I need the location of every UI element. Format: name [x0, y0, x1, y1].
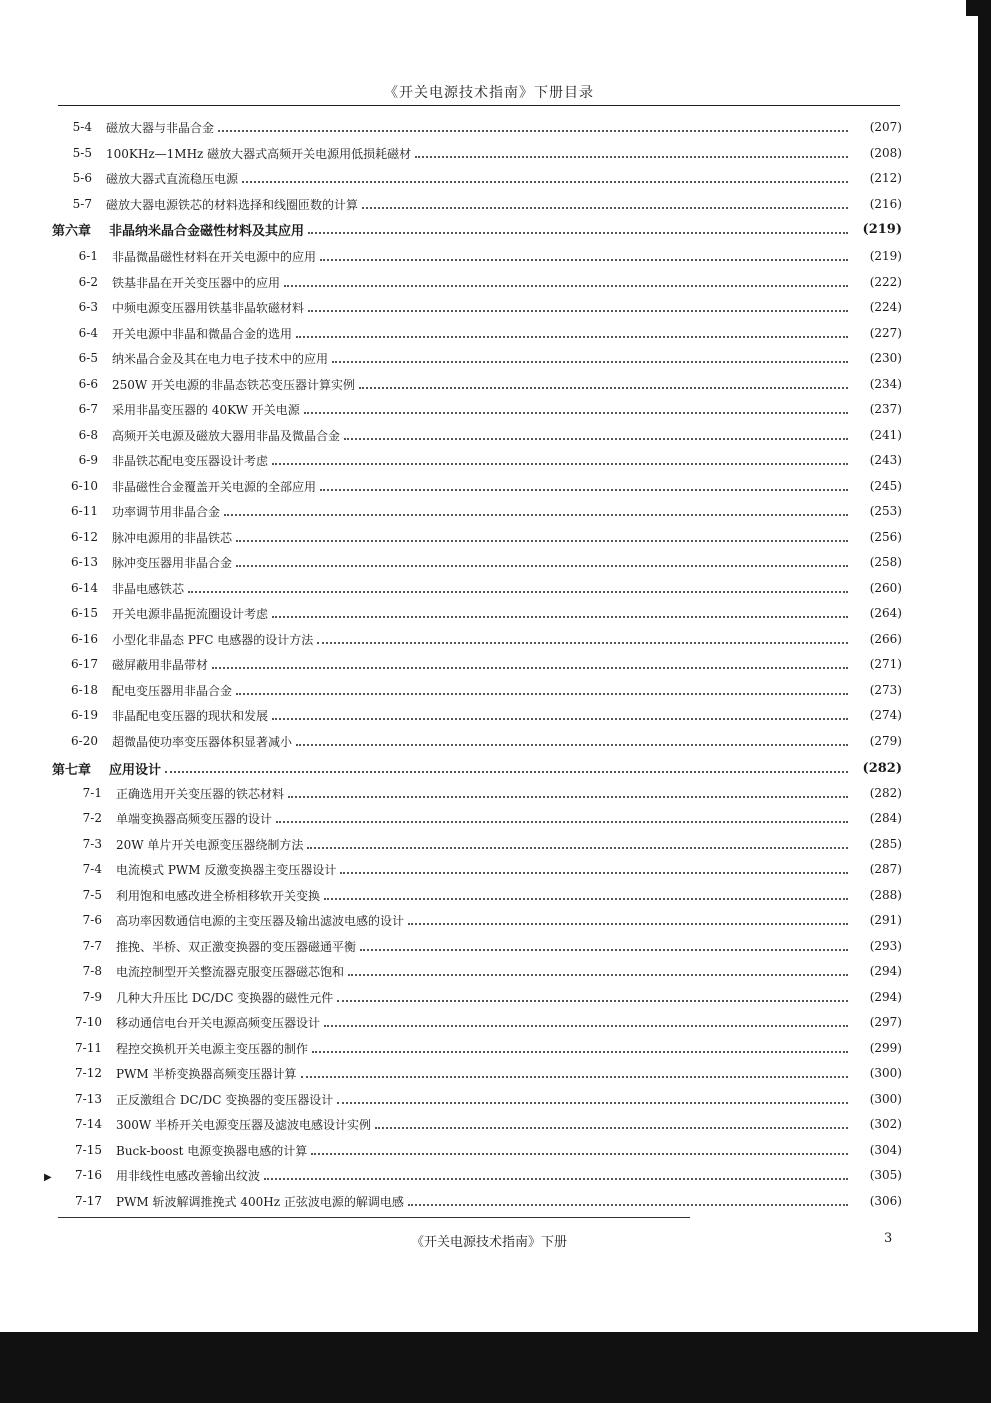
toc-section-title: 推挽、半桥、双正激变换器的变压器磁通平衡: [116, 939, 357, 954]
toc-section-number: 6-4: [78, 326, 98, 340]
toc-leader-dots: [218, 129, 848, 132]
toc-row: [52, 908, 902, 932]
toc-row: [52, 346, 902, 370]
toc-leader-dots: [272, 717, 848, 720]
toc-section-number: 7-9: [82, 990, 102, 1004]
toc-section-title: 铁基非晶在开关变压器中的应用: [112, 275, 281, 290]
toc-row: [52, 166, 902, 190]
toc-section-title: 磁屏蔽用非晶带材: [112, 657, 209, 672]
toc-row: [52, 1036, 902, 1060]
toc-section-title: 超微晶使功率变压器体积显著减小: [112, 734, 293, 749]
toc-page-number: (227): [869, 326, 902, 340]
toc-page-number: (241): [869, 428, 902, 442]
toc-row: [52, 1138, 902, 1162]
toc-section-number: 7-17: [75, 1194, 102, 1208]
toc-leader-dots: [360, 948, 848, 951]
toc-row: [52, 934, 902, 958]
toc-page-number: (264): [869, 606, 902, 620]
toc-section-number: 6-8: [78, 428, 98, 442]
toc-section-number: 6-5: [78, 351, 98, 365]
toc-row: [52, 1163, 902, 1187]
toc-page-number: (273): [869, 683, 902, 697]
toc-row: [52, 397, 902, 421]
toc-page-number: (224): [869, 300, 902, 314]
toc-section-title: 正确选用开关变压器的铁芯材料: [116, 786, 285, 801]
toc-leader-dots: [307, 846, 848, 849]
toc-section-number: 6-17: [71, 657, 98, 671]
toc-section-title: 小型化非晶态 PFC 电感器的设计方法: [112, 632, 314, 647]
toc-page-number: (237): [869, 402, 902, 416]
toc-leader-dots: [296, 335, 848, 338]
toc-row: [52, 1112, 902, 1136]
toc-row: [52, 448, 902, 472]
toc-page-number: (302): [869, 1117, 902, 1131]
toc-section-title: 300W 半桥开关电源变压器及滤波电感设计实例: [116, 1117, 372, 1132]
toc-section-number: 6-16: [71, 632, 98, 646]
toc-section-title: 电流控制型开关整流器克服变压器磁芯饱和: [116, 964, 345, 979]
toc-row: [52, 192, 902, 216]
toc-page-number: (294): [869, 964, 902, 978]
toc-leader-dots: [340, 871, 848, 874]
toc-section-number: 7-1: [82, 786, 102, 800]
toc-page-number: (304): [869, 1143, 902, 1157]
toc-section-title: 脉冲变压器用非晶合金: [112, 555, 233, 570]
toc-section-title: 高频开关电源及磁放大器用非晶及微晶合金: [112, 428, 341, 443]
toc-section-title: PWM 斩波解调推挽式 400Hz 正弦波电源的解调电感: [116, 1194, 404, 1209]
toc-section-title: 用非线性电感改善输出纹波: [116, 1168, 261, 1183]
toc-leader-dots: [236, 564, 848, 567]
toc-section-title: 正反激组合 DC/DC 变换器的变压器设计: [116, 1092, 334, 1107]
toc-section-number: 5-5: [72, 146, 92, 160]
toc-section-number: 6-6: [78, 377, 98, 391]
toc-section-title: 250W 开关电源的非晶态铁芯变压器计算实例: [112, 377, 356, 392]
toc-row: [52, 601, 902, 625]
toc-page-number: (230): [869, 351, 902, 365]
toc-section-title: 利用饱和电感改进全桥相移软开关变换: [116, 888, 321, 903]
toc-section-number: 第七章: [52, 762, 92, 778]
toc-leader-dots: [301, 1075, 848, 1078]
header-title: 《开关电源技术指南》下册目录: [384, 85, 594, 101]
toc-section-number: 6-20: [71, 734, 98, 748]
toc-section-number: 6-1: [78, 249, 98, 263]
toc-row: [52, 244, 902, 268]
toc-leader-dots: [304, 411, 848, 414]
toc-section-number: 7-14: [75, 1117, 102, 1131]
toc-section-title: 非晶磁性合金覆盖开关电源的全部应用: [112, 479, 317, 494]
toc-section-number: 7-13: [75, 1092, 102, 1106]
toc-section-title: 高功率因数通信电源的主变压器及输出滤波电感的设计: [116, 913, 405, 928]
toc-row: [52, 576, 902, 600]
toc-page-number: (291): [869, 913, 902, 927]
toc-page-number: (300): [869, 1092, 902, 1106]
toc-row: [52, 295, 902, 319]
toc-section-title: 应用设计: [109, 762, 162, 778]
toc-row: [52, 525, 902, 549]
toc-row: [52, 883, 902, 907]
toc-page-number: (297): [869, 1015, 902, 1029]
toc-row: [52, 959, 902, 983]
toc-page-number: (300): [869, 1066, 902, 1080]
toc-row: [52, 729, 902, 753]
toc-row: [52, 423, 902, 447]
toc-leader-dots: [272, 462, 848, 465]
toc-page-number: (279): [869, 734, 902, 748]
toc-leader-dots: [276, 820, 848, 823]
toc-row: [52, 985, 902, 1009]
toc-leader-dots: [236, 692, 848, 695]
toc-page-number: (212): [869, 171, 902, 185]
toc-leader-dots: [212, 666, 848, 669]
toc-leader-dots: [415, 155, 848, 158]
toc-row: [52, 832, 902, 856]
toc-leader-dots: [188, 590, 848, 593]
toc-section-number: 7-4: [82, 862, 102, 876]
toc-row: [52, 1061, 902, 1085]
toc-section-title: 程控交换机开关电源主变压器的制作: [116, 1041, 309, 1056]
toc-section-title: 非晶纳米晶合金磁性材料及其应用: [109, 223, 305, 239]
toc-page-number: (219): [869, 249, 902, 263]
toc-leader-dots: [317, 641, 848, 644]
toc-row: [52, 141, 902, 165]
toc-section-title: 非晶电感铁芯: [112, 581, 185, 596]
toc-leader-dots: [324, 897, 848, 900]
toc-section-number: 5-6: [72, 171, 92, 185]
toc-section-title: 脉冲电源用的非晶铁芯: [112, 530, 233, 545]
toc-page-number: (207): [869, 120, 902, 134]
toc-page-number: (306): [869, 1194, 902, 1208]
toc-section-number: 第六章: [52, 223, 92, 239]
toc-leader-dots: [337, 999, 848, 1002]
toc-section-number: 6-12: [71, 530, 98, 544]
toc-leader-dots: [311, 1152, 848, 1155]
toc-section-title: 20W 单片开关电源变压器绕制方法: [116, 837, 304, 852]
toc-section-number: 5-7: [72, 197, 92, 211]
toc-leader-dots: [312, 1050, 848, 1053]
toc-page-number: (243): [869, 453, 902, 467]
toc-row: [52, 806, 902, 830]
toc-row: [52, 372, 902, 396]
toc-leader-dots: [308, 309, 848, 312]
toc-row: [52, 270, 902, 294]
toc-leader-dots: [224, 513, 848, 516]
toc-leader-dots: [264, 1177, 848, 1180]
toc-section-title: PWM 半桥变换器高频变压器计算: [116, 1066, 297, 1081]
toc-section-title: 移动通信电台开关电源高频变压器设计: [116, 1015, 321, 1030]
toc-row: [52, 857, 902, 881]
header-rule: [58, 105, 900, 106]
toc-row: [52, 1189, 902, 1213]
toc-row: [52, 678, 902, 702]
toc-row: [52, 499, 902, 523]
toc-chapter-row: [52, 756, 902, 780]
toc-leader-dots: [296, 743, 848, 746]
toc-section-number: 7-10: [75, 1015, 102, 1029]
toc-page-number: (245): [869, 479, 902, 493]
toc-section-title: 单端变换器高频变压器的设计: [116, 811, 273, 826]
toc-page-number: (234): [869, 377, 902, 391]
toc-leader-dots: [165, 770, 848, 773]
toc-page-number: (287): [869, 862, 902, 876]
toc-section-number: 6-13: [71, 555, 98, 569]
toc-section-number: 6-10: [71, 479, 98, 493]
toc-page-number: (216): [869, 197, 902, 211]
toc-page-number: (282): [862, 760, 902, 776]
toc-section-title: Buck-boost 电源变换器电感的计算: [116, 1143, 308, 1158]
toc-page-number: (256): [869, 530, 902, 544]
toc-page-number: (294): [869, 990, 902, 1004]
margin-arrow-mark: ▶: [44, 1172, 52, 1183]
toc-leader-dots: [344, 437, 848, 440]
toc-section-title: 纳米晶合金及其在电力电子技术中的应用: [112, 351, 329, 366]
toc-page-number: (219): [862, 221, 902, 237]
page-number: 3: [884, 1231, 893, 1246]
toc-page-number: (271): [869, 657, 902, 671]
toc-page-number: (288): [869, 888, 902, 902]
toc-section-number: 7-2: [82, 811, 102, 825]
toc-section-title: 开关电源非晶扼流圈设计考虑: [112, 606, 269, 621]
toc-row: [52, 474, 902, 498]
toc-section-number: 6-7: [78, 402, 98, 416]
toc-section-title: 非晶铁芯配电变压器设计考虑: [112, 453, 269, 468]
toc-page-number: (305): [869, 1168, 902, 1182]
toc-section-number: 7-5: [82, 888, 102, 902]
toc-section-number: 6-19: [71, 708, 98, 722]
toc-section-title: 配电变压器用非晶合金: [112, 683, 233, 698]
toc-row: [52, 703, 902, 727]
toc-page-number: (258): [869, 555, 902, 569]
toc-leader-dots: [308, 231, 848, 234]
toc-section-title: 100KHz—1MHz 磁放大器式高频开关电源用低损耗磁材: [106, 146, 412, 161]
toc-section-number: 6-15: [71, 606, 98, 620]
toc-section-title: 功率调节用非晶合金: [112, 504, 221, 519]
footer-title: 《开关电源技术指南》下册: [410, 1235, 567, 1250]
toc-page-number: (266): [869, 632, 902, 646]
toc-row: [52, 321, 902, 345]
toc-page-number: (208): [869, 146, 902, 160]
toc-leader-dots: [324, 1024, 848, 1027]
toc-leader-dots: [242, 180, 848, 183]
toc-section-title: 磁放大器式直流稳压电源: [106, 171, 239, 186]
toc-leader-dots: [408, 1203, 848, 1206]
toc-page-number: (260): [869, 581, 902, 595]
toc-section-number: 5-4: [72, 120, 92, 134]
toc-leader-dots: [288, 795, 848, 798]
toc-section-title: 开关电源中非晶和微晶合金的选用: [112, 326, 293, 341]
toc-leader-dots: [359, 386, 848, 389]
toc-leader-dots: [408, 922, 848, 925]
toc-section-title: 非晶配电变压器的现状和发展: [112, 708, 269, 723]
toc-row: [52, 652, 902, 676]
toc-page-number: (293): [869, 939, 902, 953]
toc-section-number: 7-12: [75, 1066, 102, 1080]
toc-row: [52, 115, 902, 139]
toc-section-title: 几种大升压比 DC/DC 变换器的磁性元件: [116, 990, 334, 1005]
toc-leader-dots: [320, 488, 848, 491]
toc-leader-dots: [320, 258, 848, 261]
toc-section-number: 7-11: [75, 1041, 102, 1055]
toc-row: [52, 627, 902, 651]
toc-chapter-row: [52, 217, 902, 241]
toc-section-number: 7-15: [75, 1143, 102, 1157]
toc-leader-dots: [348, 973, 848, 976]
toc-row: [52, 550, 902, 574]
toc-page-number: (285): [869, 837, 902, 851]
toc-row: [52, 1087, 902, 1111]
toc-section-number: 6-3: [78, 300, 98, 314]
toc-section-title: 磁放大器电源铁芯的材料选择和线圈匝数的计算: [106, 197, 359, 212]
toc-leader-dots: [332, 360, 848, 363]
toc-section-number: 6-14: [71, 581, 98, 595]
toc-section-number: 6-2: [78, 275, 98, 289]
toc-section-title: 磁放大器与非晶合金: [106, 120, 215, 135]
toc-page-number: (274): [869, 708, 902, 722]
toc-section-number: 7-8: [82, 964, 102, 978]
toc-page-number: (284): [869, 811, 902, 825]
toc-section-number: 6-11: [71, 504, 98, 518]
toc-leader-dots: [272, 615, 848, 618]
toc-section-number: 6-9: [78, 453, 98, 467]
toc-section-title: 采用非晶变压器的 40KW 开关电源: [112, 402, 300, 417]
toc-page-number: (253): [869, 504, 902, 518]
toc-section-number: 7-7: [82, 939, 102, 953]
toc-page-number: (222): [869, 275, 902, 289]
toc-row: [52, 1010, 902, 1034]
toc-row: [52, 781, 902, 805]
toc-section-number: 7-3: [82, 837, 102, 851]
toc-page-number: (282): [869, 786, 902, 800]
scan-corner-mark: [966, 0, 991, 16]
toc-section-number: 6-18: [71, 683, 98, 697]
toc-section-number: 7-6: [82, 913, 102, 927]
footer-rule: [58, 1217, 690, 1218]
toc-section-title: 电流模式 PWM 反激变换器主变压器设计: [116, 862, 337, 877]
toc-leader-dots: [362, 206, 848, 209]
toc-leader-dots: [284, 284, 848, 287]
toc-section-number: 7-16: [75, 1168, 102, 1182]
toc-section-title: 中频电源变压器用铁基非晶软磁材料: [112, 300, 305, 315]
toc-leader-dots: [375, 1126, 848, 1129]
toc-leader-dots: [337, 1101, 848, 1104]
toc-leader-dots: [236, 539, 848, 542]
toc-page-number: (299): [869, 1041, 902, 1055]
toc-section-title: 非晶微晶磁性材料在开关电源中的应用: [112, 249, 317, 264]
